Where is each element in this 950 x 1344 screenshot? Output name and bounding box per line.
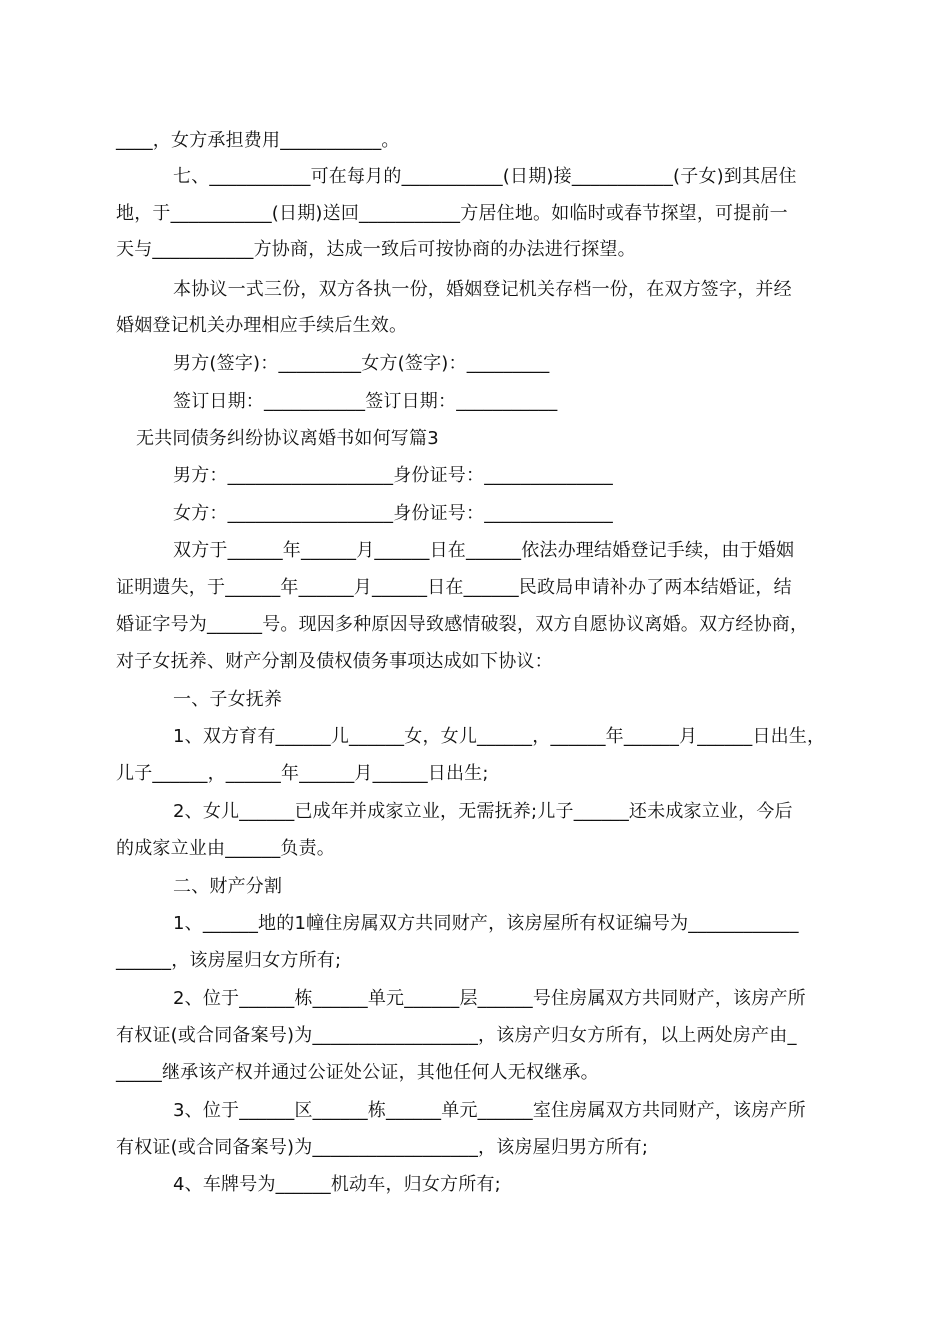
section-heading: 无共同债务纠纷协议离婚书如何写篇3	[136, 428, 439, 449]
signature-line: 男方(签字)：_________女方(签字)：_________	[173, 353, 550, 374]
text-line: 婚姻登记机关办理相应手续后生效。	[116, 315, 408, 336]
text-line: 男方：__________________身份证号：______________	[173, 465, 613, 486]
text-line: 对子女抚养、财产分割及债权债务事项达成如下协议：	[116, 651, 553, 672]
text-line: 1、______地的1幢住房属双方共同财产，该房屋所有权证编号为____________	[173, 913, 799, 934]
text-line: 本协议一式三份，双方各执一份，婚姻登记机关存档一份，在双方签字，并经	[173, 279, 792, 300]
text-line: 天与___________方协商，达成一致后可按协商的办法进行探望。	[116, 239, 636, 260]
subsection-heading: 一、子女抚养	[173, 689, 283, 710]
text-line: 2、位于______栋______单元______层______号住房属双方共同财产，该房产所	[173, 988, 806, 1009]
text-line: _____继承该产权并通过公证处公证，其他任何人无权继承。	[116, 1062, 599, 1083]
text-line: 女方：__________________身份证号：______________	[173, 503, 613, 524]
text-line: 双方于______年______月______日在______依法办理结婚登记手续，由于婚姻	[173, 540, 795, 561]
text-line: ____，女方承担费用___________。	[116, 130, 400, 151]
text-line: 有权证(或合同备案号)为__________________，该房产归女方所有，以上两处房产由_	[116, 1025, 797, 1046]
text-line: 儿子______，______年______月______日出生;	[116, 763, 489, 784]
text-line: 证明遗失，于______年______月______日在______民政局申请补办了两本结婚证，结	[116, 577, 792, 598]
text-line: ______，该房屋归女方所有;	[116, 950, 342, 971]
text-line: 4、车牌号为______机动车，归女方所有;	[173, 1174, 501, 1195]
text-line: 1、双方育有______儿______女，女儿______，______年______月______日出生，	[173, 726, 826, 747]
text-line: 七、___________可在每月的___________(日期)接___________(子女)到其居住	[173, 166, 797, 187]
date-line: 签订日期：___________签订日期：___________	[173, 391, 558, 412]
text-line: 婚证字号为______号。现因多种原因导致感情破裂，双方自愿协议离婚。双方经协商，	[116, 614, 809, 635]
text-line: 的成家立业由______负责。	[116, 838, 335, 859]
text-line: 有权证(或合同备案号)为__________________，该房屋归男方所有;	[116, 1137, 649, 1158]
text-line: 2、女儿______已成年并成家立业，无需抚养;儿子______还未成家立业，今后	[173, 801, 793, 822]
text-line: 地，于___________(日期)送回___________方居住地。如临时或春节探望，可提前一	[116, 203, 788, 224]
text-line: 3、位于______区______栋______单元______室住房属双方共同财产，该房产所	[173, 1100, 806, 1121]
subsection-heading: 二、财产分割	[173, 876, 283, 897]
